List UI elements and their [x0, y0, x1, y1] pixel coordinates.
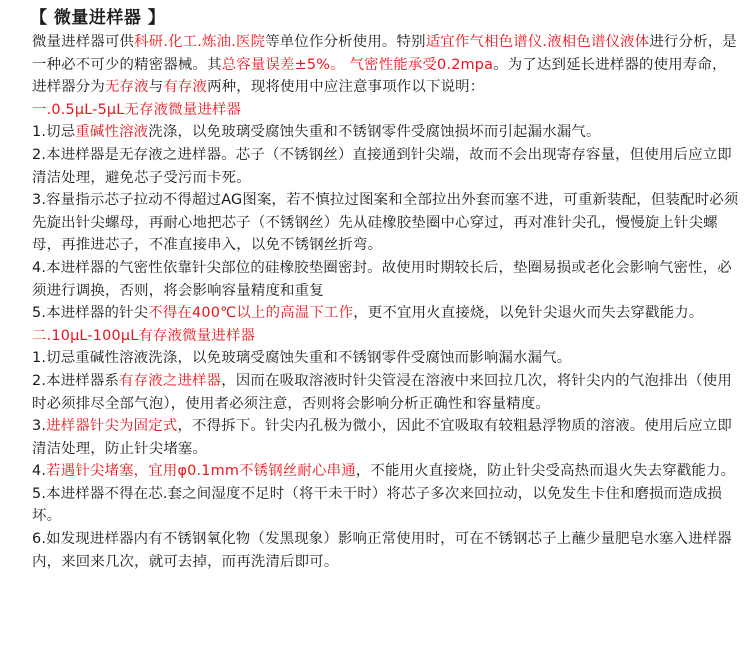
- document-title: 【 微量进样器 】: [30, 8, 166, 28]
- item-highlight: 进样器针尖为固定式: [46, 418, 178, 435]
- item-text: ，因而在吸取溶液时针尖管浸在溶液中来回拉几次，将针尖内的气泡排出（使用时必须排尽全部气泡），使用者必须注意，否则将会影响分析正确性和容量精度。: [32, 372, 732, 412]
- intro-paragraph: [32, 31, 740, 99]
- section-heading: 一.0.5μL-5μL无存液微量进样器: [32, 101, 242, 118]
- item-text: ，不能用火直接烧，防止针尖受高热而退火失去穿戳能力。: [355, 463, 736, 480]
- intro-text: 进行分析，是一种必不可少的精密器械。其: [32, 34, 737, 73]
- item-text: 4.: [32, 463, 47, 480]
- intro-highlight: 适宜作气相色谱仪.液相色谱仪液体: [425, 34, 650, 50]
- intro-highlight: 总容量误差±5%。: [221, 56, 345, 73]
- item-text: 2.本进样器系: [32, 372, 120, 389]
- intro-text: 与: [148, 79, 164, 96]
- list-item: [32, 370, 740, 415]
- list-item: 3.容量指示芯子拉动不得超过AG图案，若不慎拉过图案和全部拉出外套而塞不进，可重新装配，但装配时必须先旋出针尖螺母，再耐心地把芯子（不锈钢丝）先从硅橡胶垫圈中心穿过，再对准针尖孔，慢慢旋上针尖螺母，再推进芯子，不准直接串入，以免不锈钢丝折弯。: [32, 192, 739, 254]
- item-text: 1.切忌: [32, 124, 76, 141]
- intro-text: 。为了达到延长进样器的使用寿命，进样器分为: [32, 56, 727, 96]
- item-highlight: 有存液之进样器: [119, 372, 222, 389]
- list-item: 5.本进样器不得在芯.套之间湿度不足时（将干未干时）将芯子多次来回拉动，以免发生卡住和磨损而造成损坏。: [32, 485, 723, 525]
- intro-text: 等单位作分析使用。特别: [265, 34, 426, 50]
- intro-highlight: 气密性能承受0.2mpa: [349, 56, 494, 73]
- list-item: [32, 302, 740, 325]
- item-text: ，更不宜用火直接烧，以免针尖退火而失去穿戳能力。: [353, 305, 704, 322]
- list-item: 1.切忌重碱性溶液洗涤，以免玻璃受腐蚀失重和不锈钢零件受腐蚀而影响漏水漏气。: [32, 350, 572, 367]
- intro-highlight: 科研.化工.炼油.医院: [134, 34, 266, 50]
- list-item: [32, 415, 740, 460]
- list-item: 6.如发现进样器内有不锈钢氧化物（发黑现象）影响正常使用时，可在不锈钢芯子上蘸少量肥皂水塞入进样器内，来回来几次，就可去掉，而再洗清后即可。: [32, 531, 732, 570]
- item-highlight: 不得在400℃以上的高温下工作: [148, 305, 354, 322]
- item-text: 洗涤，以免玻璃受腐蚀失重和不锈钢零件受腐蚀损坏而引起漏水漏气。: [148, 124, 601, 141]
- intro-highlight: 有存液: [163, 79, 208, 96]
- list-item: [32, 460, 740, 483]
- item-highlight: 若遇针尖堵塞，宜用φ0.1mm不锈钢丝耐心串通: [46, 463, 356, 480]
- item-highlight: 重碱性溶液: [75, 124, 149, 141]
- item-text: ，不得拆下。针尖内孔极为微小，因此不宜吸取有较粗悬浮物质的溶液。使用后应立即清洁处理，防止针尖堵塞。: [32, 418, 732, 457]
- intro-text: 微量进样器可供: [32, 34, 135, 50]
- intro-highlight: 无存液: [104, 79, 149, 96]
- list-item: [32, 121, 740, 144]
- item-text: 5.本进样器的针尖: [32, 305, 149, 322]
- section-heading: 二.10μL-100μL有存液微量进样器: [32, 327, 256, 344]
- list-item: 2.本进样器是无存液之进样器。芯子（不锈钢丝）直接通到针尖端，故而不会出现寄存容量，但使用后应立即清洁处理，避免芯子受污而卡死。: [32, 146, 732, 186]
- list-item: 4.本进样器的气密性依靠针尖部位的硅橡胶垫圈密封。故使用时期较长后，垫圈易损或老化会影响气密性，必须进行调换，否则，将会影响容量精度和重复: [32, 259, 732, 299]
- item-text: 3.: [32, 418, 47, 435]
- intro-text: 两种，现将使用中应注意事项作以下说明：: [207, 79, 485, 96]
